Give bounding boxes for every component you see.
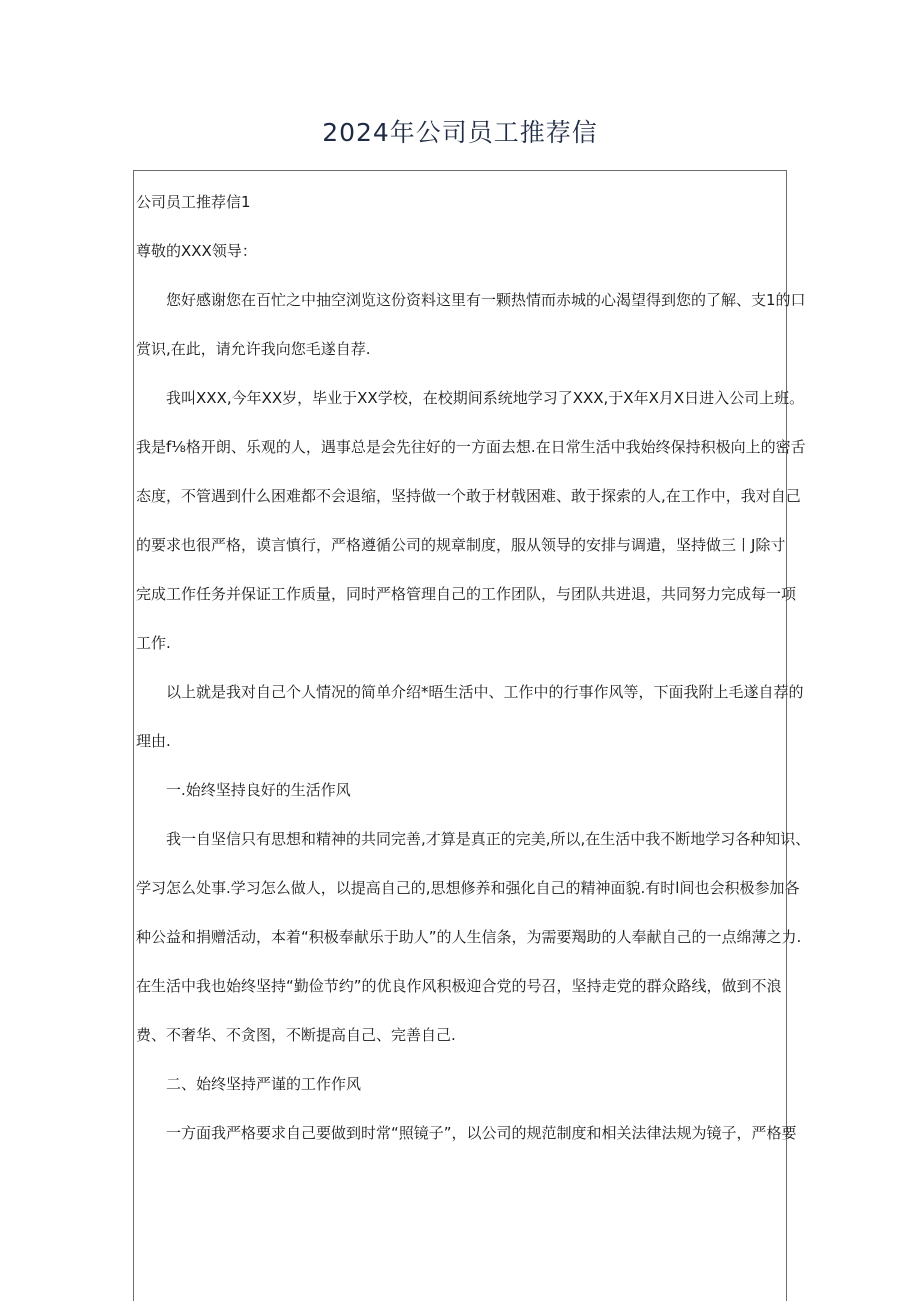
text-line: 费、不奢华、不贪图，不断提高自己、完善自己. — [136, 1026, 456, 1044]
section-heading: 一.始终坚持良好的生活作风 — [166, 781, 351, 799]
letter-heading: 公司员工推荐信1 — [136, 193, 251, 211]
text-line: 赏识,在此，请允许我向您毛遂自荐. — [136, 340, 371, 358]
text-line: 我叫XXX,今年XX岁，毕业于XX学校，在校期间系统地学习了XXX,于X年X月X日进入公司上班。 — [166, 389, 805, 407]
document-body — [136, 185, 811, 1165]
text-line: 一方面我严格要求自己要做到时常“照镜子”，以公司的规范制度和相关法律法规为镜子，严格要 — [166, 1124, 797, 1142]
text-line: 理由. — [136, 732, 171, 750]
document-title: 2024年公司员工推荐信 — [322, 118, 598, 147]
section-heading: 二、始终坚持严谨的工作作风 — [166, 1075, 362, 1093]
text-line: 在生活中我也始终坚持“勤俭节约”的优良作风积极迎合党的号召，坚持走党的群众路线，做到不浪 — [136, 977, 782, 995]
text-line: 以上就是我对自己个人情况的简单介绍*晤生活中、工作中的行事作风等，下面我附上毛遂自荐的 — [166, 683, 804, 701]
text-line: 我一自坚信只有思想和精神的共同完善,才算是真正的完美,所以,在生活中我不断地学习各种知识、 — [166, 830, 811, 848]
text-line: 的要求也很严格，谟言慎行，严格遵循公司的规章制度，服从领导的安排与调遣，坚持做三丨J除寸 — [136, 536, 786, 554]
text-line: 种公益和捐赠活动，本着“积极奉献乐于助人”的人生信条，为需要羯助的人奉献自己的一点绵薄之力. — [136, 928, 802, 946]
text-line: 您好感谢您在百忙之中抽空浏览这份资料这里有一颗热情而赤城的心渴望得到您的了解、支1的口 — [166, 291, 806, 309]
salutation: 尊敬的XXX领导： — [136, 242, 257, 260]
text-line: 态度，不管遇到什么困难都不会退缩，坚持做一个敢于材戟困难、敢于探索的人,在工作中，我对自己 — [136, 487, 801, 505]
text-line: 完成工作任务并保证工作质量，同时严格管理自己的工作团队，与团队共进退，共同努力完成每一项 — [136, 585, 797, 603]
text-line: 工作. — [136, 634, 171, 652]
text-line: 学习怎么处事.学习怎么做人，以提高自己的,思想修养和强化自己的精神面貌.有时l间也会积极参加各 — [136, 879, 800, 897]
text-line: 我是f⅛格开朗、乐观的人，遇事总是会先往好的一方面去想.在日常生活中我始终保持积极向上的密舌 — [136, 438, 806, 456]
